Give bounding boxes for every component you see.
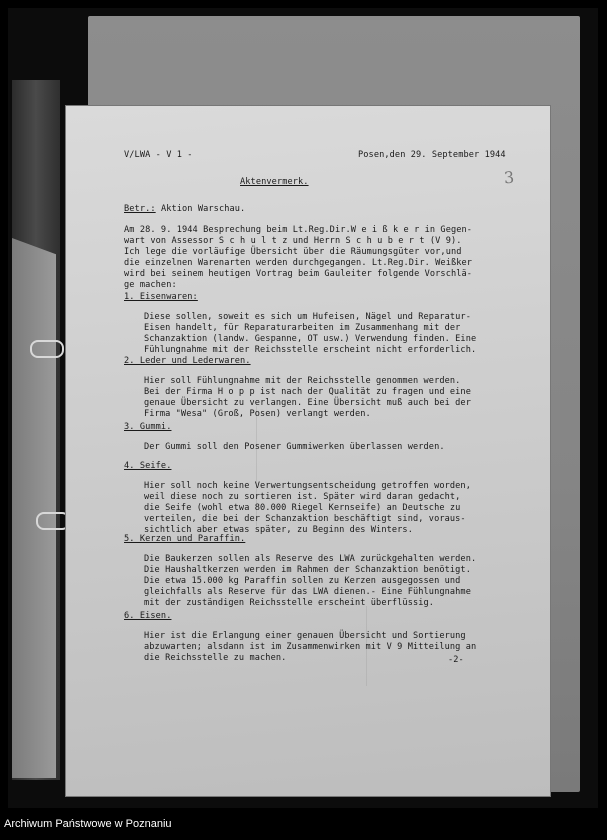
section-line: Der Gummi soll den Posener Gummiwerken überlassen werden.	[144, 442, 445, 452]
pencil-annotation: 3	[503, 167, 515, 188]
section-line: Die Baukerzen sollen als Reserve des LWA zurückgehalten werden.	[144, 554, 477, 564]
intro-line: ge machen:	[124, 280, 177, 290]
document-reference: V/LWA - V 1 -	[124, 150, 193, 160]
section-line: die Reichsstelle zu machen.	[144, 653, 287, 663]
section-line: weil diese noch zu sortieren ist. Später wird daran gedacht,	[144, 492, 461, 502]
intro-line: wird bei seinem heutigen Vortrag beim Gauleiter folgende Vorschlä-	[124, 269, 473, 279]
place-date: Posen,den 29. September 1944	[358, 150, 506, 160]
section-line: Schanzaktion (landw. Gespanne, OT usw.) Verwendung finden. Eine	[144, 334, 477, 344]
archive-caption: Archiwum Państwowe w Poznaniu	[4, 818, 172, 830]
document-page	[66, 106, 550, 796]
section-line: die Seife (wohl etwa 80.000 Riegel Kernseife) an Deutsche zu	[144, 503, 461, 513]
subject-line	[124, 204, 245, 215]
section-heading: 1. Eisenwaren:	[124, 292, 198, 302]
section-heading: 2. Leder und Lederwaren.	[124, 356, 251, 366]
section-line: Eisen handelt, für Reparaturarbeiten im Zusammenhang mit der	[144, 323, 461, 333]
binder-clip	[30, 340, 64, 358]
section-line: abzuwarten; alsdann ist im Zusammenwirken mit V 9 Mitteilung an	[144, 642, 477, 652]
section-heading: 5. Kerzen und Paraffin.	[124, 534, 246, 544]
section-line: Die etwa 15.000 kg Paraffin sollen zu Kerzen ausgegossen und	[144, 576, 461, 586]
section-line: Bei der Firma H o p p ist nach der Qualität zu fragen und eine	[144, 387, 471, 397]
section-line: Diese sollen, soweit es sich um Hufeisen, Nägel und Reparatur-	[144, 312, 471, 322]
folder-flap	[12, 238, 56, 778]
section-line: Fühlungnahme mit der Reichsstelle erscheint nicht erforderlich.	[144, 345, 477, 355]
section-line: Hier ist die Erlangung einer genauen Übersicht und Sortierung	[144, 631, 466, 641]
document-body	[66, 106, 550, 796]
intro-line: die einzelnen Warenarten werden durchgegangen. Lt.Reg.Dir. Weißker	[124, 258, 473, 268]
section-line: gleichfalls als Reserve für das LWA dienen.- Eine Fühlungnahme	[144, 587, 471, 597]
intro-line: wart von Assessor S c h u l t z und Herrn S c h u b e r t (V 9).	[124, 236, 462, 246]
subject-label: Betr.:	[124, 204, 156, 214]
subject-text: Aktion Warschau.	[160, 204, 246, 214]
intro-line: Ich lege die vorläufige Übersicht über die Räumungsgüter vor,und	[124, 247, 462, 257]
section-line: genaue Übersicht zu verlangen. Eine Übersicht muß auch bei der	[144, 398, 471, 408]
section-heading: 4. Seife.	[124, 461, 172, 471]
section-line: verteilen, die bei der Schanzaktion beschäftigt sind, voraus-	[144, 514, 466, 524]
section-line: sichtlich aber etwas später, zu Beginn des Winters.	[144, 525, 413, 535]
section-heading: 3. Gummi.	[124, 422, 172, 432]
section-heading: 6. Eisen.	[124, 611, 172, 621]
binder-clip	[36, 512, 70, 530]
section-line: Hier soll Fühlungnahme mit der Reichsstelle genommen werden.	[144, 376, 461, 386]
document-title: Aktenvermerk.	[240, 177, 309, 187]
section-line: mit der zuständigen Reichsstelle erscheint überflüssig.	[144, 598, 435, 608]
section-line: Die Haushaltkerzen werden im Rahmen der Schanzaktion benötigt.	[144, 565, 471, 575]
section-line: Hier soll noch keine Verwertungsentscheidung getroffen worden,	[144, 481, 471, 491]
page-marker: -2-	[448, 655, 464, 665]
intro-line: Am 28. 9. 1944 Besprechung beim Lt.Reg.Dir.W e i ß k e r in Gegen-	[124, 225, 473, 235]
section-line: Firma "Wesa" (Groß, Posen) verlangt werden.	[144, 409, 371, 419]
